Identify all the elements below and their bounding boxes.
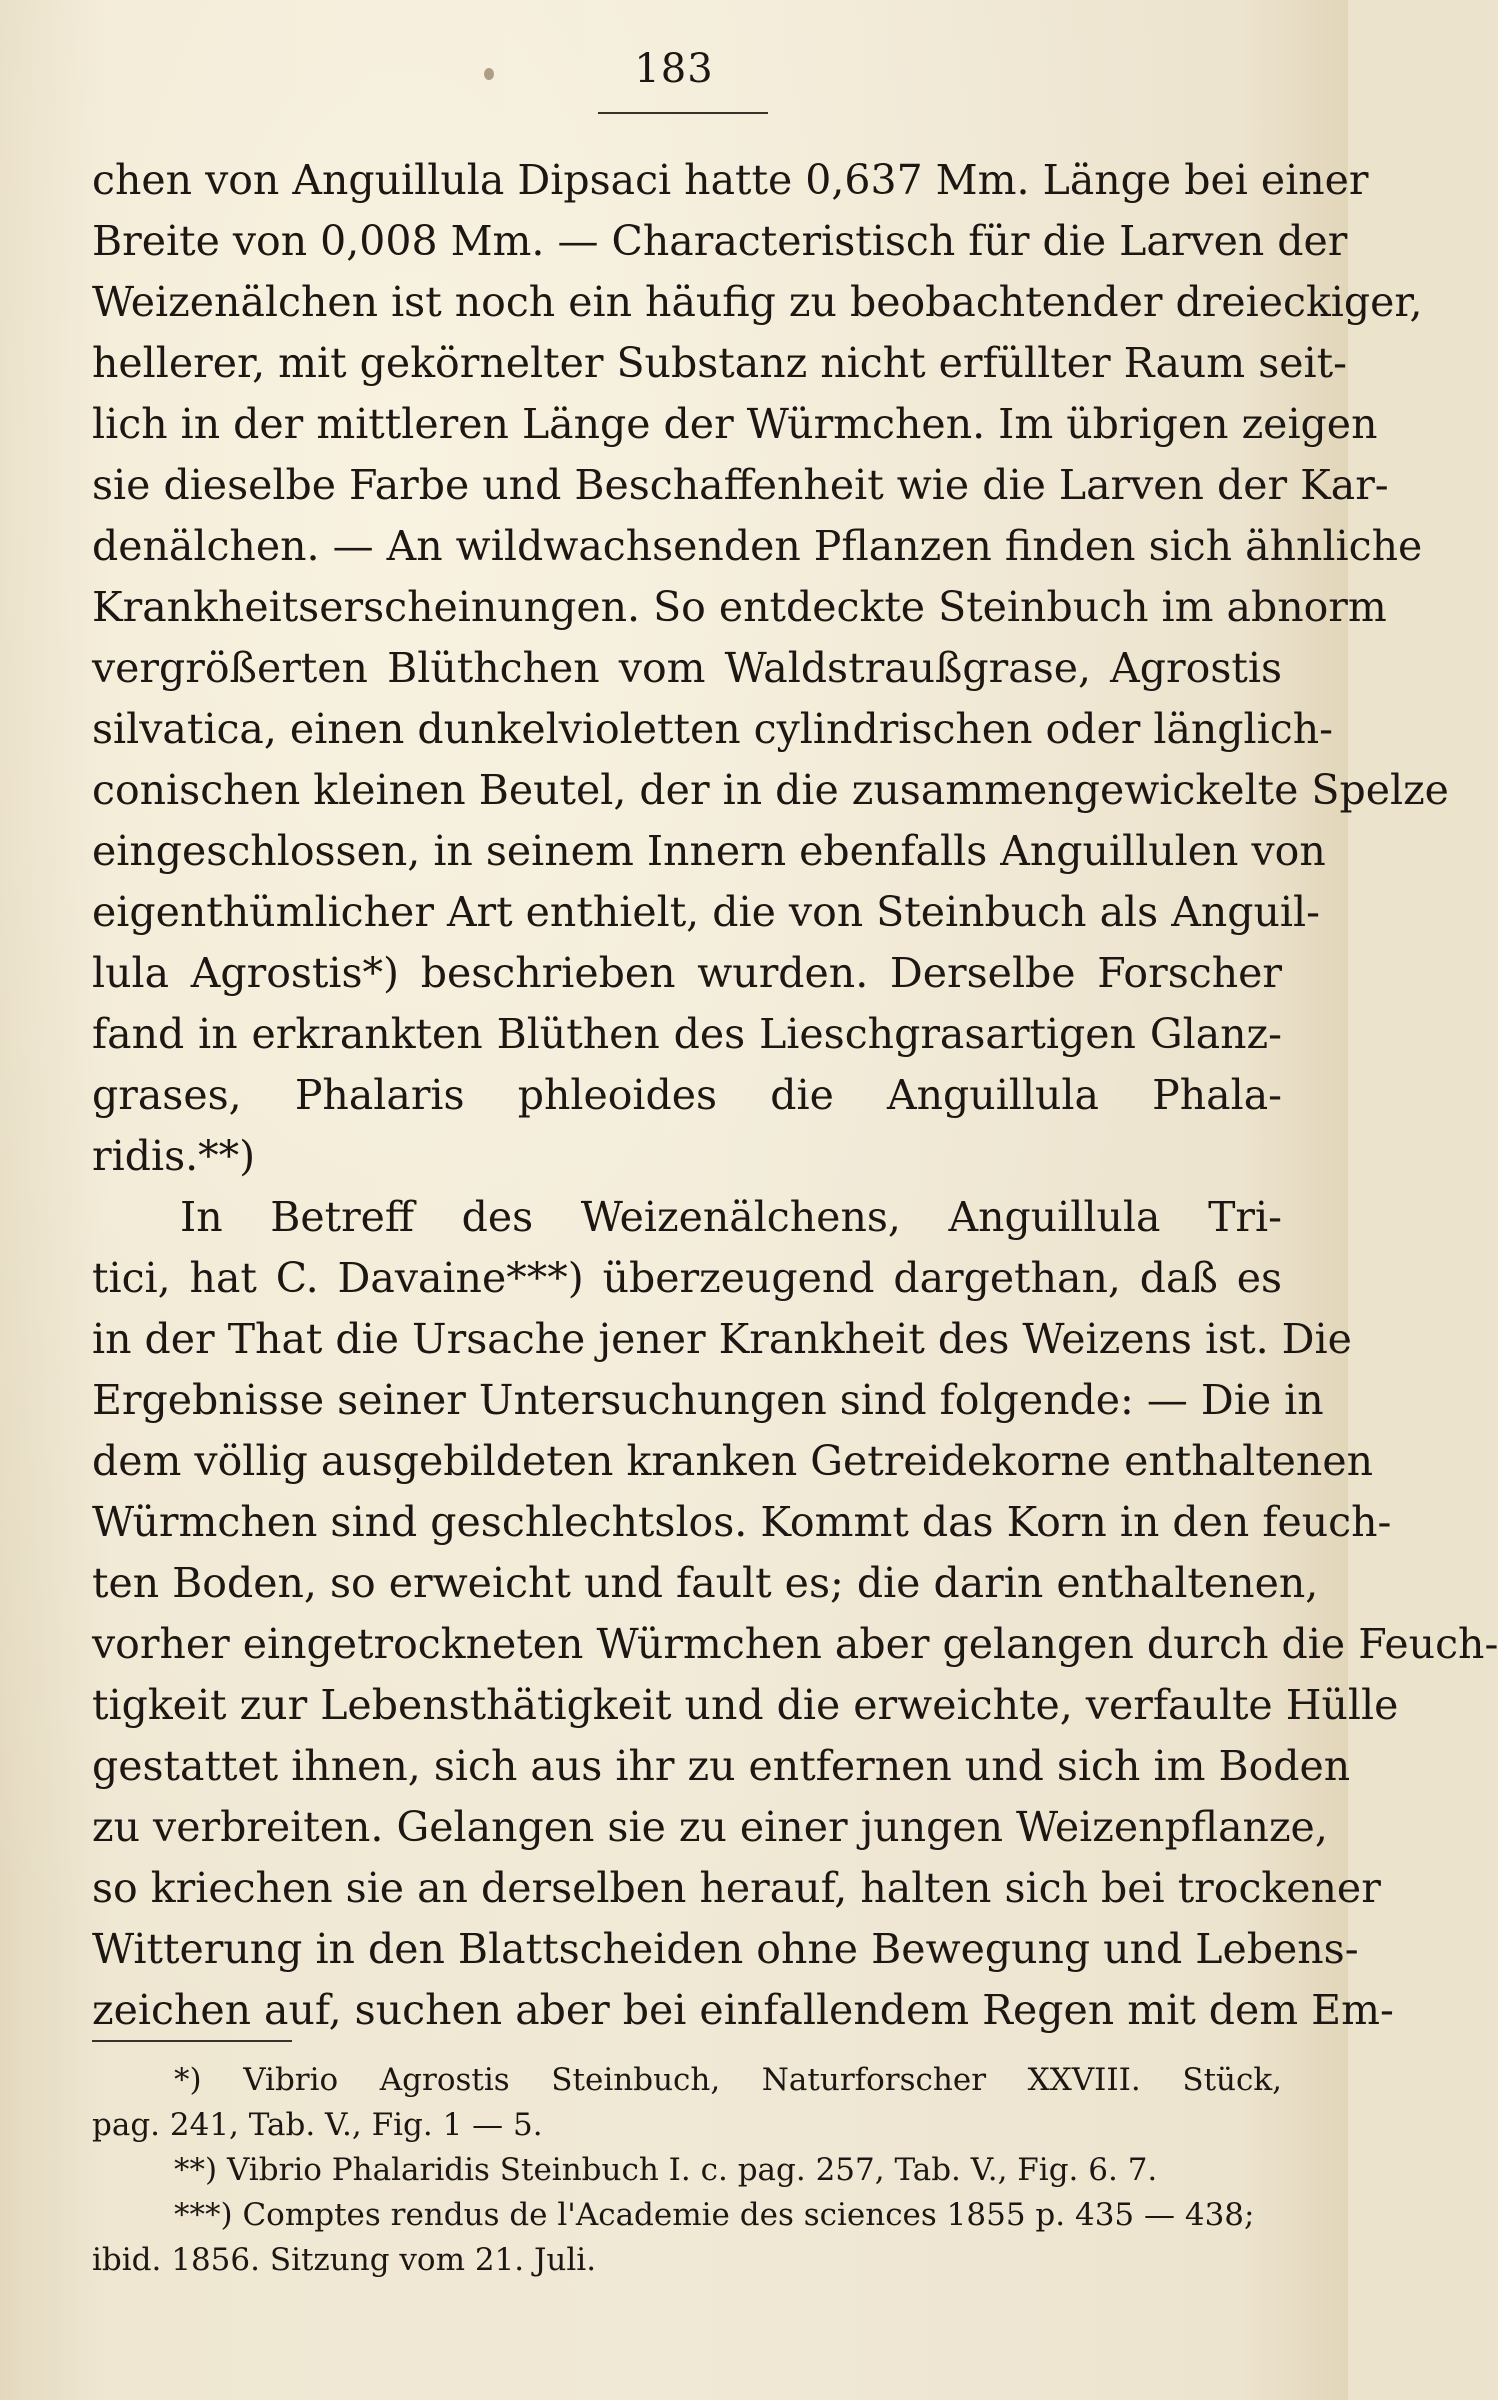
text-line: zeichen auf, suchen aber bei einfallendem Regen mit dem Em- bbox=[92, 1986, 1394, 2034]
text-line: Ergebnisse seiner Untersuchungen sind folgende: — Die in bbox=[92, 1376, 1324, 1424]
text-line: hellerer, mit gekörnelter Substanz nicht erfüllter Raum seit- bbox=[92, 339, 1347, 387]
text-line: lich in der mittleren Länge der Würmchen. Im übrigen zeigen bbox=[92, 400, 1378, 448]
body-text bbox=[92, 150, 1498, 2041]
text-line: vorher eingetrockneten Würmchen aber gelangen durch die Feuch- bbox=[92, 1620, 1498, 1668]
text-line: vergrößerten Blüthchen vom Waldstraußgrase, Agrostis bbox=[92, 644, 1282, 692]
footnote-3: ***) Comptes rendus de l'Academie des sciences 1855 p. 435 — 438; bbox=[174, 2197, 1255, 2233]
text-line: Weizenälchen ist noch ein häufig zu beobachtender dreieckiger, bbox=[92, 278, 1423, 326]
paragraph-start-line: In Betreff des Weizenälchens, Anguillula Tri- bbox=[180, 1193, 1282, 1241]
text-line: lula Agrostis*) beschrieben wurden. Derselbe Forscher bbox=[92, 949, 1282, 997]
text-line: Würmchen sind geschlechtslos. Kommt das Korn in den feuch- bbox=[92, 1498, 1392, 1546]
text-line: chen von Anguillula Dipsaci hatte 0,637 Mm. Länge bei einer bbox=[92, 156, 1369, 204]
text-line: ten Boden, so erweicht und fault es; die darin enthaltenen, bbox=[92, 1559, 1319, 1607]
footnotes bbox=[92, 2058, 1282, 2283]
text-line: eigenthümlicher Art enthielt, die von Steinbuch als Anguil- bbox=[92, 888, 1320, 936]
text-line: in der That die Ursache jener Krankheit des Weizens ist. Die bbox=[92, 1315, 1352, 1363]
text-line: sie dieselbe Farbe und Beschaffenheit wie die Larven der Kar- bbox=[92, 461, 1389, 509]
text-line: dem völlig ausgebildeten kranken Getreidekorne enthaltenen bbox=[92, 1437, 1374, 1485]
text-line: so kriechen sie an derselben herauf, halten sich bei trockener bbox=[92, 1864, 1381, 1912]
text-line: fand in erkrankten Blüthen des Lieschgrasartigen Glanz- bbox=[92, 1010, 1282, 1058]
paragraph-end-line: ridis.**) bbox=[92, 1132, 256, 1180]
text-line: denälchen. — An wildwachsenden Pflanzen finden sich ähnliche bbox=[92, 522, 1423, 570]
footnote-1: *) Vibrio Agrostis Steinbuch, Naturforscher XXVIII. Stück, bbox=[174, 2062, 1282, 2098]
footnote-2: **) Vibrio Phalaridis Steinbuch I. c. pag. 257, Tab. V., Fig. 6. 7. bbox=[174, 2152, 1158, 2188]
text-line: conischen kleinen Beutel, der in die zusammengewickelte Spelze bbox=[92, 766, 1449, 814]
text-line: silvatica, einen dunkelvioletten cylindrischen oder länglich- bbox=[92, 705, 1333, 753]
text-line: grases, Phalaris phleoides die Anguillula Phala- bbox=[92, 1071, 1282, 1119]
text-line: Krankheitserscheinungen. So entdeckte Steinbuch im abnorm bbox=[92, 583, 1387, 631]
text-line: eingeschlossen, in seinem Innern ebenfalls Anguillulen von bbox=[92, 827, 1326, 875]
text-line: Breite von 0,008 Mm. — Characteristisch für die Larven der bbox=[92, 217, 1348, 265]
text-line: Witterung in den Blattscheiden ohne Bewegung und Lebens- bbox=[92, 1925, 1359, 1973]
footnote-3-continued: ibid. 1856. Sitzung vom 21. Juli. bbox=[92, 2242, 597, 2278]
footnote-rule bbox=[92, 2040, 292, 2042]
text-line: zu verbreiten. Gelangen sie zu einer jungen Weizenpflanze, bbox=[92, 1803, 1328, 1851]
header-rule bbox=[598, 112, 768, 114]
text-line: tigkeit zur Lebensthätigkeit und die erweichte, verfaulte Hülle bbox=[92, 1681, 1399, 1729]
text-line: tici, hat C. Davaine***) überzeugend dargethan, daß es bbox=[92, 1254, 1282, 1302]
text-line: gestattet ihnen, sich aus ihr zu entfernen und sich im Boden bbox=[92, 1742, 1351, 1790]
footnote-1-continued: pag. 241, Tab. V., Fig. 1 — 5. bbox=[92, 2107, 543, 2143]
page-number: 183 bbox=[634, 46, 714, 92]
